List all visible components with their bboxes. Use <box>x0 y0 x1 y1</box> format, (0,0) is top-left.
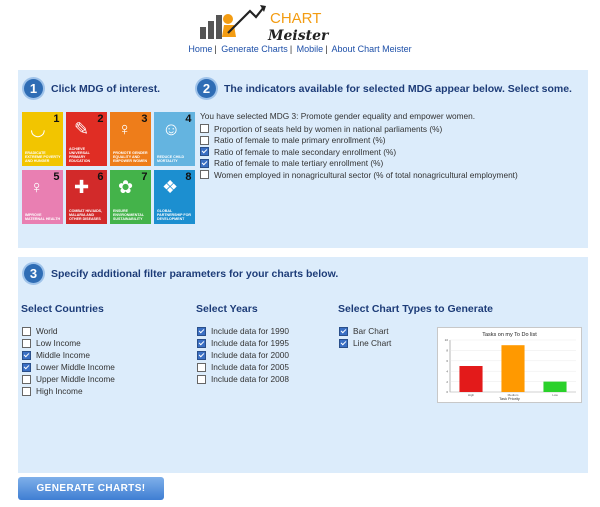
mdg-tile-number: 8 <box>185 171 192 183</box>
chart-x-tick-label: High <box>467 393 475 397</box>
chart-type-option[interactable] <box>339 337 391 349</box>
chart-y-tick-label: 0 <box>446 390 448 395</box>
country-option-label: Upper Middle Income <box>36 374 115 384</box>
indicator-option[interactable] <box>200 135 580 147</box>
mdg-tile-number: 4 <box>185 113 192 125</box>
country-checkbox[interactable] <box>22 339 31 348</box>
mdg-tile-caption: IMPROVE MATERNAL HEALTH <box>25 212 61 221</box>
chart-y-tick-label: 10 <box>444 338 448 343</box>
year-checkbox[interactable] <box>197 375 206 384</box>
mdg-tile-1[interactable] <box>22 112 63 166</box>
indicator-option-label: Proportion of seats held by women in national parliaments (%) <box>214 123 443 134</box>
country-option-label: High Income <box>36 386 83 396</box>
mdg-tile-caption: ACHIEVE UNIVERSAL PRIMARY EDUCATION <box>69 146 91 163</box>
bowl-icon: ◡ <box>30 119 46 139</box>
mdg-tile-caption: PROMOTE GENDER EQUALITY AND EMPOWER WOMEN <box>113 150 148 163</box>
year-option[interactable] <box>197 373 289 385</box>
indicator-checkbox[interactable] <box>200 124 209 133</box>
year-option-label: Include data for 1990 <box>211 326 289 336</box>
year-option-label: Include data for 1995 <box>211 338 289 348</box>
years-heading: Select Years <box>196 303 258 315</box>
logo-bar-2 <box>208 21 214 39</box>
country-option[interactable] <box>22 385 115 397</box>
indicator-option[interactable] <box>200 146 580 158</box>
year-option[interactable] <box>197 349 289 361</box>
indicator-option-label: Ratio of female to male primary enrollment (%) <box>214 135 386 146</box>
indicator-checkbox[interactable] <box>200 147 209 156</box>
chart-preview <box>437 327 582 403</box>
indicator-checkbox[interactable] <box>200 136 209 145</box>
mdg-tile-3[interactable] <box>110 112 151 166</box>
chart-type-checkbox[interactable] <box>339 327 348 336</box>
indicator-option[interactable] <box>200 123 580 135</box>
country-option-label: Lower Middle Income <box>36 362 115 372</box>
mdg-tile-5[interactable] <box>22 170 63 224</box>
indicator-checkbox[interactable] <box>200 170 209 179</box>
mdg-grid <box>22 112 194 224</box>
chart-type-option[interactable] <box>339 325 391 337</box>
mdg-tile-7[interactable] <box>110 170 151 224</box>
chart-type-option-label: Bar Chart <box>353 326 389 336</box>
pencil-icon: ✎ <box>74 119 90 139</box>
partnership-icon: ❖ <box>162 177 179 197</box>
mdg-tile-caption: REDUCE CHILD MORTALITY <box>157 154 185 163</box>
country-checkbox[interactable] <box>22 375 31 384</box>
step-3-label: Specify additional filter parameters for your charts below. <box>51 267 339 280</box>
nav-mobile[interactable]: Mobile <box>296 44 324 54</box>
leaf-icon: ✿ <box>118 177 134 197</box>
child-icon: ☺ <box>162 119 181 139</box>
logo-meister-word: Meister <box>268 28 329 43</box>
nav-separator: | <box>325 44 328 54</box>
year-checkbox[interactable] <box>197 327 206 336</box>
year-checkbox[interactable] <box>197 351 206 360</box>
step-2-label: The indicators available for selected MDG appear below. Select some. <box>224 82 572 95</box>
logo-bar-1 <box>200 27 206 39</box>
indicator-option-label: Ratio of female to male secondary enrollment (%) <box>214 146 397 157</box>
country-option-label: Low Income <box>36 338 81 348</box>
mdg-tile-2[interactable] <box>66 112 107 166</box>
indicator-option-label: Ratio of female to male tertiary enrollment (%) <box>214 158 384 169</box>
year-checkbox[interactable] <box>197 339 206 348</box>
indicator-list <box>200 111 580 181</box>
logo-mascot-head <box>223 14 233 24</box>
indicator-option[interactable] <box>200 158 580 170</box>
chart-preview-svg <box>438 328 581 402</box>
header <box>0 0 600 60</box>
year-option-label: Include data for 2005 <box>211 362 289 372</box>
step-2-number: 2 <box>197 79 216 98</box>
chart-y-tick-label: 6 <box>446 359 448 363</box>
year-option[interactable] <box>197 337 289 349</box>
mdg-tile-number: 1 <box>53 113 60 125</box>
chart-x-tick-label: Low <box>552 393 558 397</box>
step-1-label: Click MDG of interest. <box>51 82 161 95</box>
year-option-label: Include data for 2000 <box>211 350 289 360</box>
logo-arrow <box>228 7 264 33</box>
chart-bar-medium <box>501 345 524 392</box>
chart-type-option-label: Line Chart <box>353 338 392 348</box>
nav-separator: | <box>289 44 293 54</box>
step-3-number: 3 <box>24 264 43 283</box>
mdg-tile-number: 7 <box>141 171 148 183</box>
countries-heading: Select Countries <box>21 303 104 315</box>
mdg-tile-caption: COMBAT HIV/AIDS, MALARIA AND OTHER DISEASES <box>69 208 103 221</box>
chart-type-checkbox[interactable] <box>339 339 348 348</box>
chart-y-tick-label: 2 <box>446 379 448 384</box>
nav-home[interactable]: Home <box>188 44 213 54</box>
country-checkbox[interactable] <box>22 387 31 396</box>
nav-about[interactable]: About Chart Meister <box>331 44 412 54</box>
country-checkbox[interactable] <box>22 363 31 372</box>
country-option[interactable] <box>22 325 115 337</box>
years-list <box>197 325 289 385</box>
country-option[interactable] <box>22 361 115 373</box>
nav-separator: | <box>214 44 217 54</box>
indicator-checkbox[interactable] <box>200 159 209 168</box>
year-option[interactable] <box>197 361 289 373</box>
chart-bar-high <box>459 366 482 392</box>
selected-mdg-text: You have selected MDG 3: Promote gender equality and empower women. <box>200 111 476 121</box>
country-option[interactable] <box>22 373 115 385</box>
female-icon: ♀ <box>118 119 132 139</box>
chart-bar-low <box>543 382 566 392</box>
step-1-number: 1 <box>24 79 43 98</box>
mdg-tile-6[interactable] <box>66 170 107 224</box>
step-3 <box>24 264 338 283</box>
mdg-tile-caption: GLOBAL PARTNERSHIP FOR DEVELOPMENT <box>157 208 192 221</box>
country-checkbox[interactable] <box>22 327 31 336</box>
mdg-tile-8[interactable] <box>154 170 195 224</box>
country-option-label: World <box>36 326 58 336</box>
mdg-tile-number: 5 <box>53 171 60 183</box>
mdg-tile-4[interactable] <box>154 112 195 166</box>
year-checkbox[interactable] <box>197 363 206 372</box>
indicator-option[interactable] <box>200 169 580 181</box>
chart-xlabel: Task Priority <box>499 397 520 401</box>
chart-y-tick-label: 4 <box>446 369 448 374</box>
chart-meister-logo[interactable] <box>198 3 340 43</box>
mother-icon: ♀ <box>30 177 44 197</box>
logo-bar-3 <box>216 15 222 39</box>
country-option[interactable] <box>22 349 115 361</box>
chart-types-heading: Select Chart Types to Generate <box>338 303 494 315</box>
mdg-tile-number: 6 <box>97 171 104 183</box>
country-option-label: Middle Income <box>36 350 90 360</box>
chart-y-tick-label: 8 <box>446 348 448 353</box>
step-2 <box>197 79 572 98</box>
country-option[interactable] <box>22 337 115 349</box>
year-option-label: Include data for 2008 <box>211 374 289 384</box>
step-1 <box>24 79 160 98</box>
top-nav <box>0 44 600 54</box>
chart-title: Tasks on my To Do list <box>482 332 537 338</box>
country-checkbox[interactable] <box>22 351 31 360</box>
mdg-tile-caption: ENSURE ENVIRONMENTAL SUSTAINABILITY <box>113 208 145 221</box>
chart-x-tick-label: Medium <box>507 393 519 397</box>
mdg-tile-number: 3 <box>141 113 148 125</box>
generate-charts-button[interactable]: GENERATE CHARTS! <box>18 477 164 500</box>
year-option[interactable] <box>197 325 289 337</box>
mdg-tile-number: 2 <box>97 113 104 125</box>
nav-generate-charts[interactable]: Generate Charts <box>221 44 288 54</box>
medicine-icon: ✚ <box>74 177 90 197</box>
chart-types-list <box>339 325 391 349</box>
countries-list <box>22 325 115 397</box>
mdg-tile-caption: ERADICATE EXTREME POVERTY AND HUNGER <box>25 150 61 163</box>
logo-chart-word: CHART <box>270 10 322 27</box>
indicator-option-label: Women employed in nonagricultural sector (% of total nonagricultural employment) <box>214 169 518 180</box>
